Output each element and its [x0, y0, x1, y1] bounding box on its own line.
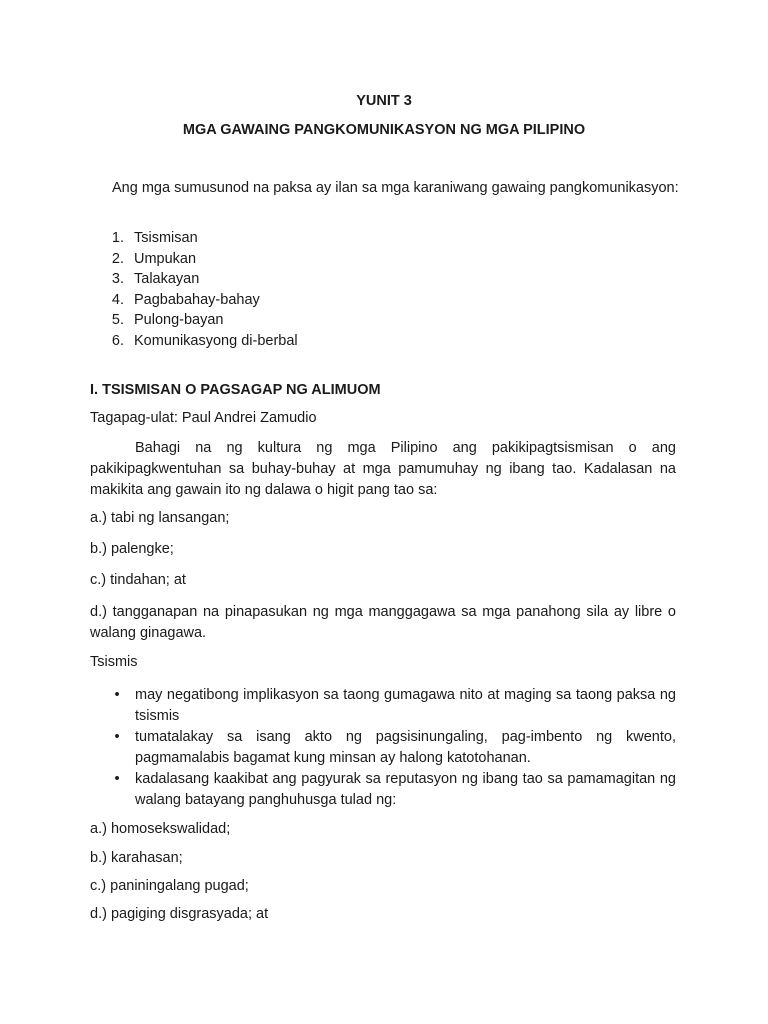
reporter-line: Tagapag-ulat: Paul Andrei Zamudio	[90, 410, 317, 426]
list-number: 1.	[111, 230, 124, 246]
list-number: 3.	[111, 271, 124, 287]
bullet-list	[90, 685, 676, 811]
section-paragraph: Bahagi na ng kultura ng mga Pilipino ang pakikipagtsismisan o ang pakikipagkwentuhan sa buhay-buhay at mga pamumuhay ng ibang tao. Kadalasan na makikita ang gawain ito ng dalawa o higit pang tao sa:	[90, 440, 676, 498]
list-text: Pulong-bayan	[134, 312, 224, 328]
place-item: c.) tindahan; at	[90, 572, 186, 588]
list-item	[90, 290, 680, 311]
bullet-icon: •	[114, 687, 120, 703]
list-item	[90, 331, 680, 352]
list-text: Umpukan	[134, 250, 197, 267]
list-item	[90, 228, 680, 249]
list-number: 2.	[111, 250, 124, 267]
list-number: 4.	[111, 291, 124, 308]
section-heading: I. TSISMISAN O PAGSAGAP NG ALIMUOM	[90, 382, 381, 398]
bullet-item	[90, 685, 676, 727]
list-text: Komunikasyong di-berbal	[134, 332, 298, 349]
bullet-icon: •	[114, 729, 120, 745]
bullet-text: kadalasang kaakibat ang pagyurak sa reputasyon ng ibang tao sa pamamagitan ng walang batayang panghuhusga tulad ng:	[135, 771, 676, 808]
list-text: Tsismisan	[134, 230, 198, 246]
example-item: c.) paniningalang pugad;	[90, 878, 249, 894]
list-text: Talakayan	[134, 271, 200, 287]
list-item	[90, 269, 680, 290]
list-item	[90, 310, 680, 331]
example-item: b.) karahasan;	[90, 850, 183, 866]
bullet-text: may negatibong implikasyon sa taong gumagawa nito at maging sa taong paksa ng tsismis	[135, 687, 676, 724]
topics-list	[90, 228, 680, 351]
place-item: b.) palengke;	[90, 541, 174, 557]
bullet-text: tumatalakay sa isang akto ng pagsisinungaling, pag-imbento ng kwento, pagmamalabis bagamat kung minsan ay halong katotohanan.	[135, 729, 676, 766]
bullet-item	[90, 769, 676, 811]
place-item: d.) tangganapan na pinapasukan ng mga manggagawa sa mga panahong sila ay libre o walang ginagawa.	[90, 604, 676, 641]
unit-label: YUNIT 3	[356, 93, 412, 109]
example-item: d.) pagiging disgrasyada; at	[90, 906, 269, 922]
list-item	[90, 249, 680, 270]
list-number: 5.	[111, 312, 124, 328]
subheading: Tsismis	[90, 654, 138, 670]
list-text: Pagbabahay-bahay	[134, 291, 260, 308]
list-number: 6.	[111, 332, 124, 349]
bullet-icon: •	[114, 771, 120, 787]
intro-paragraph: Ang mga sumusunod na paksa ay ilan sa mga karaniwang gawaing pangkomunikasyon:	[112, 180, 679, 196]
place-item: a.) tabi ng lansangan;	[90, 510, 230, 526]
bullet-item	[90, 727, 676, 769]
example-item: a.) homosekswalidad;	[90, 821, 231, 837]
page-title: MGA GAWAING PANGKOMUNIKASYON NG MGA PILIPINO	[182, 122, 586, 138]
